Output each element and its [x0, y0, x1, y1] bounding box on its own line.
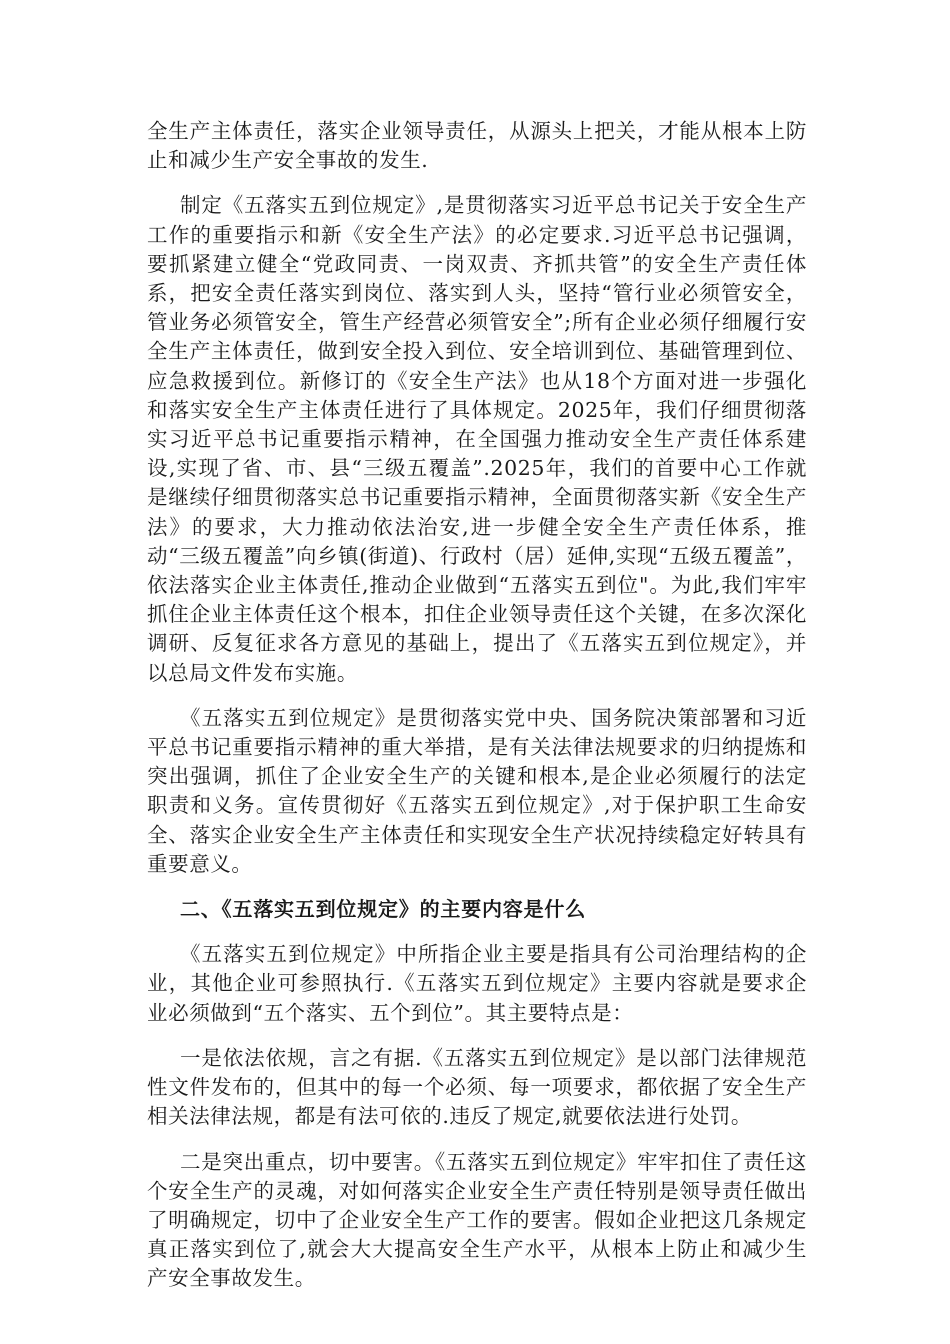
paragraph-significance: 《五落实五到位规定》是贯彻落实党中央、国务院决策部署和习近平总书记重要指示精神的重大举措，是有关法律法规要求的归纳提炼和突出强调，抓住了企业安全生产的关键和根本,是企业必须履行的法定职责和义务。宣传贯彻好《五落实五到位规定》,对于保护职工生命安全、落实企业安全生产主体责任和实现安全生产状况持续稳定好转具有重要意义。: [147, 705, 807, 876]
paragraph-feature-one: 一是依法依规，言之有据.《五落实五到位规定》是以部门法律规范性文件发布的，但其中的每一个必须、每一项要求，都依据了安全生产相关法律法规，都是有法可依的.违反了规定,就要依法进行处罚。: [147, 1045, 807, 1129]
document-body: [147, 117, 807, 1310]
paragraph-continuation: 全生产主体责任，落实企业领导责任，从源头上把关，才能从根本上防止和减少生产安全事故的发生.: [147, 119, 807, 173]
paragraph-feature-two: 二是突出重点，切中要害。《五落实五到位规定》牢牢扣住了责任这个安全生产的灵魂，对如何落实企业安全生产责任特别是领导责任做出了明确规定，切中了企业安全生产工作的要害。假如企业把这几条规定真正落实到位了,就会大大提高安全生产水平，从根本上防止和减少生产安全事故发生。: [147, 1149, 807, 1291]
paragraph-purpose: 制定《五落实五到位规定》,是贯彻落实习近平总书记关于安全生产工作的重要指示和新《安全生产法》的必定要求.习近平总书记强调，要抓紧建立健全“党政同责、一岗双责、齐抓共管”的安全生产责任体系，把安全责任落实到岗位、落实到人头，坚持“管行业必须管安全，管业务必须管安全，管生产经营必须管安全”;所有企业必须仔细履行安全生产主体责任，做到安全投入到位、安全培训到位、基础管理到位、应急救援到位。新修订的《安全生产法》也从18个方面对进一步强化和落实安全生产主体责任进行了具体规定。2025年，我们仔细贯彻落实习近平总书记重要指示精神，在全国强力推动安全生产责任体系建设,实现了省、市、县“三级五覆盖”.2025年，我们的首要中心工作就是继续仔细贯彻落实总书记重要指示精神，全面贯彻落实新《安全生产法》的要求，大力推动依法治安,进一步健全安全生产责任体系，推动“三级五覆盖”向乡镇(街道)、行政村（居）延伸,实现“五级五覆盖”，依法落实企业主体责任,推动企业做到“五落实五到位"。为此,我们牢牢抓住企业主体责任这个根本，扣住企业领导责任这个关键，在多次深化调研、反复征求各方意见的基础上，提出了《五落实五到位规定》，并以总局文件发布实施。: [147, 193, 807, 685]
section-heading: 二、《五落实五到位规定》的主要内容是什么: [180, 897, 586, 922]
paragraph-scope: 《五落实五到位规定》中所指企业主要是指具有公司治理结构的企业，其他企业可参照执行.《五落实五到位规定》主要内容就是要求企业必须做到“五个落实、五个到位”。其主要特点是：: [147, 942, 807, 1025]
